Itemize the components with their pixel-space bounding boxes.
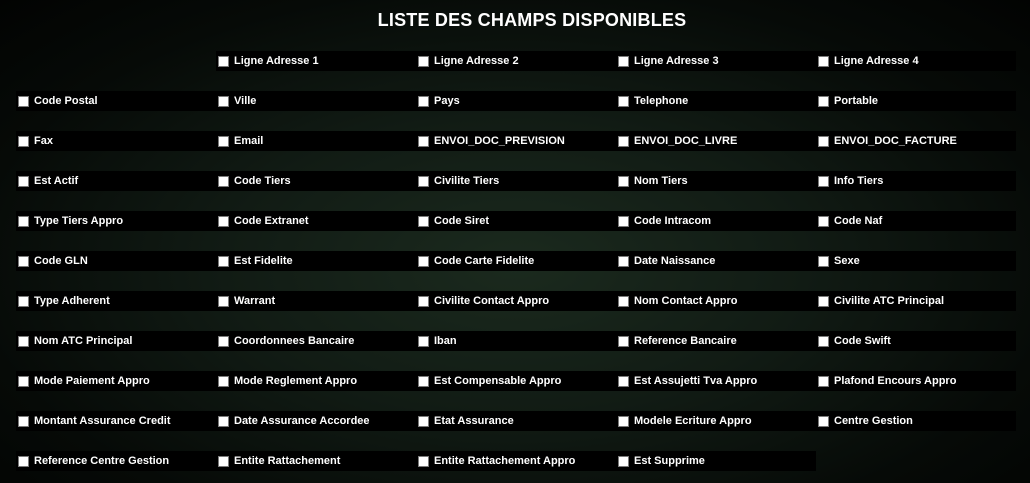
field-checkbox[interactable] <box>618 376 629 387</box>
field-label: Entite Rattachement Appro <box>434 455 576 467</box>
field-label: Nom ATC Principal <box>34 335 133 347</box>
field-option[interactable] <box>616 131 816 151</box>
field-label: Est Fidelite <box>234 255 293 267</box>
field-option[interactable] <box>416 91 616 111</box>
field-label: Sexe <box>834 255 860 267</box>
field-checkbox[interactable] <box>818 56 829 67</box>
field-label: Plafond Encours Appro <box>834 375 957 387</box>
field-label: Civilite Contact Appro <box>434 295 550 307</box>
field-option[interactable] <box>216 371 416 391</box>
field-checkbox[interactable] <box>618 136 629 147</box>
field-option[interactable] <box>16 411 216 431</box>
field-label: Code Tiers <box>234 175 291 187</box>
field-option[interactable] <box>616 451 816 471</box>
field-label: Warrant <box>234 295 276 307</box>
field-option[interactable] <box>216 51 416 71</box>
field-checkbox[interactable] <box>618 96 629 107</box>
field-option[interactable] <box>216 131 416 151</box>
field-option[interactable] <box>816 331 1016 351</box>
field-checkbox[interactable] <box>818 296 829 307</box>
field-label: ENVOI_DOC_FACTURE <box>834 135 957 147</box>
field-option[interactable] <box>416 331 616 351</box>
field-checkbox[interactable] <box>218 456 229 467</box>
field-label: Etat Assurance <box>434 415 514 427</box>
field-label: Ligne Adresse 1 <box>234 55 319 67</box>
field-option[interactable] <box>216 251 416 271</box>
field-option[interactable] <box>16 331 216 351</box>
field-label: Ligne Adresse 4 <box>834 55 919 67</box>
field-label: Est Assujetti Tva Appro <box>634 375 758 387</box>
field-option[interactable] <box>16 131 216 151</box>
field-label: Code GLN <box>34 255 88 267</box>
field-option[interactable] <box>816 91 1016 111</box>
field-label: Date Assurance Accordee <box>234 415 370 427</box>
field-option[interactable] <box>16 211 216 231</box>
field-checkbox[interactable] <box>418 336 429 347</box>
field-checkbox[interactable] <box>18 456 29 467</box>
field-option[interactable] <box>16 251 216 271</box>
field-option[interactable] <box>216 91 416 111</box>
field-option[interactable] <box>416 451 616 471</box>
field-checkbox[interactable] <box>18 336 29 347</box>
field-option[interactable] <box>616 371 816 391</box>
field-option[interactable] <box>816 51 1016 71</box>
field-option[interactable] <box>416 211 616 231</box>
field-option[interactable] <box>216 211 416 231</box>
field-checkbox[interactable] <box>618 296 629 307</box>
field-option[interactable] <box>216 451 416 471</box>
field-option[interactable] <box>416 51 616 71</box>
field-option[interactable] <box>816 171 1016 191</box>
field-checkbox[interactable] <box>18 256 29 267</box>
field-checkbox[interactable] <box>218 256 229 267</box>
field-option[interactable] <box>816 411 1016 431</box>
field-checkbox[interactable] <box>18 176 29 187</box>
page-title: LISTE DES CHAMPS DISPONIBLES <box>377 10 687 30</box>
field-checkbox[interactable] <box>218 176 229 187</box>
field-checkbox[interactable] <box>618 256 629 267</box>
field-option[interactable] <box>16 171 216 191</box>
field-checkbox[interactable] <box>618 416 629 427</box>
field-label: Nom Contact Appro <box>634 295 738 307</box>
field-option[interactable] <box>616 331 816 351</box>
field-checkbox[interactable] <box>418 176 429 187</box>
field-checkbox[interactable] <box>418 216 429 227</box>
field-checkbox[interactable] <box>818 336 829 347</box>
empty-cell <box>16 51 216 71</box>
field-label: Fax <box>34 135 53 147</box>
field-checkbox[interactable] <box>218 336 229 347</box>
field-checkbox[interactable] <box>218 136 229 147</box>
fields-grid <box>16 51 1016 471</box>
field-checkbox[interactable] <box>218 296 229 307</box>
field-label: ENVOI_DOC_PREVISION <box>434 135 565 147</box>
field-option[interactable] <box>216 411 416 431</box>
field-label: Reference Centre Gestion <box>34 455 170 467</box>
field-checkbox[interactable] <box>18 416 29 427</box>
field-label: Est Supprime <box>634 455 705 467</box>
field-checkbox[interactable] <box>418 456 429 467</box>
field-label: Pays <box>434 95 460 107</box>
field-label: Nom Tiers <box>634 175 688 187</box>
field-checkbox[interactable] <box>18 296 29 307</box>
field-checkbox[interactable] <box>218 216 229 227</box>
field-option[interactable] <box>16 291 216 311</box>
field-label: ENVOI_DOC_LIVRE <box>634 135 738 147</box>
field-checkbox[interactable] <box>218 56 229 67</box>
field-checkbox[interactable] <box>618 56 629 67</box>
field-label: Type Tiers Appro <box>34 215 124 227</box>
field-label: Telephone <box>634 95 689 107</box>
field-label: Code Naf <box>834 215 883 227</box>
field-checkbox[interactable] <box>418 296 429 307</box>
field-checkbox[interactable] <box>818 376 829 387</box>
field-label: Portable <box>834 95 879 107</box>
field-option[interactable] <box>416 411 616 431</box>
field-option[interactable] <box>816 251 1016 271</box>
field-checkbox[interactable] <box>418 256 429 267</box>
field-label: Modele Ecriture Appro <box>634 415 752 427</box>
field-checkbox[interactable] <box>218 96 229 107</box>
field-option[interactable] <box>216 171 416 191</box>
field-checkbox[interactable] <box>618 456 629 467</box>
field-label: Ligne Adresse 3 <box>634 55 719 67</box>
field-option[interactable] <box>616 291 816 311</box>
field-option[interactable] <box>816 211 1016 231</box>
field-label: Type Adherent <box>34 295 110 307</box>
field-label: Email <box>234 135 264 147</box>
field-label: Iban <box>434 335 457 347</box>
field-label: Ligne Adresse 2 <box>434 55 519 67</box>
field-option[interactable] <box>616 171 816 191</box>
field-checkbox[interactable] <box>818 416 829 427</box>
field-label: Code Extranet <box>234 215 309 227</box>
field-label: Mode Reglement Appro <box>234 375 358 387</box>
field-label: Code Carte Fidelite <box>434 255 535 267</box>
field-label: Civilite ATC Principal <box>834 295 945 307</box>
field-label: Reference Bancaire <box>634 335 737 347</box>
field-option[interactable] <box>616 251 816 271</box>
field-checkbox[interactable] <box>418 136 429 147</box>
field-label: Mode Paiement Appro <box>34 375 150 387</box>
field-label: Est Actif <box>34 175 79 187</box>
field-label: Code Intracom <box>634 215 712 227</box>
field-option[interactable] <box>816 131 1016 151</box>
field-checkbox[interactable] <box>818 256 829 267</box>
field-label: Date Naissance <box>634 255 716 267</box>
field-checkbox[interactable] <box>18 216 29 227</box>
field-label: Civilite Tiers <box>434 175 500 187</box>
field-checkbox[interactable] <box>818 136 829 147</box>
field-label: Coordonnees Bancaire <box>234 335 355 347</box>
field-label: Centre Gestion <box>834 415 913 427</box>
field-option[interactable] <box>416 131 616 151</box>
field-checkbox[interactable] <box>18 96 29 107</box>
field-option[interactable] <box>616 411 816 431</box>
field-label: Code Swift <box>834 335 891 347</box>
field-checkbox[interactable] <box>18 376 29 387</box>
field-checkbox[interactable] <box>218 416 229 427</box>
field-option[interactable] <box>16 371 216 391</box>
field-label: Montant Assurance Credit <box>34 415 171 427</box>
field-option[interactable] <box>616 211 816 231</box>
field-label: Info Tiers <box>834 175 884 187</box>
field-label: Ville <box>234 95 257 107</box>
field-option[interactable] <box>416 371 616 391</box>
field-option[interactable] <box>16 451 216 471</box>
empty-cell <box>816 451 1016 471</box>
field-label: Code Siret <box>434 215 490 227</box>
field-option[interactable] <box>416 291 616 311</box>
field-checkbox[interactable] <box>618 336 629 347</box>
field-label: Est Compensable Appro <box>434 375 562 387</box>
field-checkbox[interactable] <box>418 56 429 67</box>
field-option[interactable] <box>16 91 216 111</box>
field-checkbox[interactable] <box>418 376 429 387</box>
field-option[interactable] <box>616 91 816 111</box>
field-option[interactable] <box>616 51 816 71</box>
field-label: Entite Rattachement <box>234 455 341 467</box>
field-checkbox[interactable] <box>818 96 829 107</box>
field-option[interactable] <box>416 171 616 191</box>
field-option[interactable] <box>216 291 416 311</box>
field-checkbox[interactable] <box>218 376 229 387</box>
field-checkbox[interactable] <box>618 176 629 187</box>
field-checkbox[interactable] <box>418 96 429 107</box>
field-checkbox[interactable] <box>818 176 829 187</box>
field-option[interactable] <box>416 251 616 271</box>
field-option[interactable] <box>216 331 416 351</box>
field-checkbox[interactable] <box>418 416 429 427</box>
field-option[interactable] <box>816 371 1016 391</box>
field-checkbox[interactable] <box>818 216 829 227</box>
field-label: Code Postal <box>34 95 98 107</box>
field-checkbox[interactable] <box>618 216 629 227</box>
field-checkbox[interactable] <box>18 136 29 147</box>
field-option[interactable] <box>816 291 1016 311</box>
